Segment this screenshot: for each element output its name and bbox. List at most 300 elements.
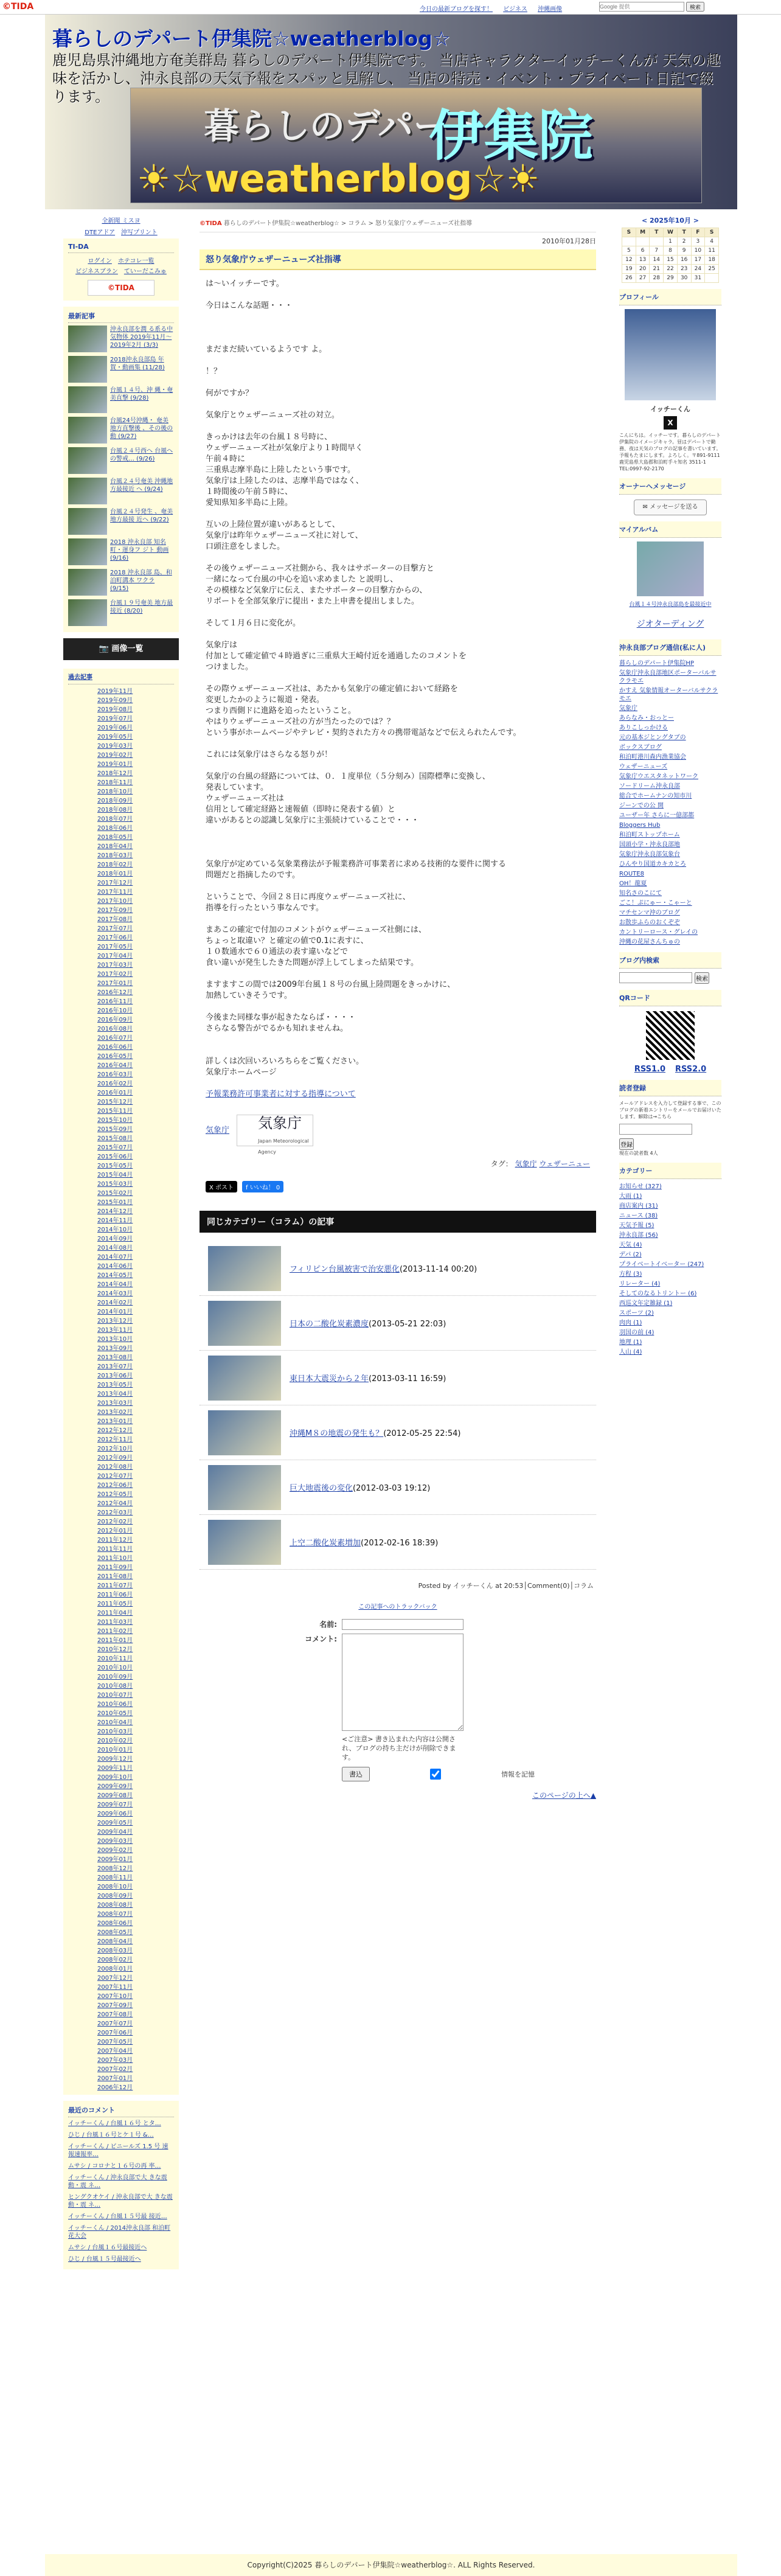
archive-link[interactable]: 2017年08月 xyxy=(97,916,133,923)
link-tida-community[interactable]: ていーだこみゅ xyxy=(123,268,167,275)
geotagging-link[interactable]: ジオターディング xyxy=(636,619,704,629)
archive-link[interactable]: 2015年08月 xyxy=(97,1135,133,1142)
link-news[interactable]: 全新聞 ミスヨ xyxy=(102,218,141,225)
archive-link[interactable]: 2018年11月 xyxy=(97,779,133,786)
archive-link[interactable]: 2007年02月 xyxy=(97,2066,133,2073)
archive-link[interactable]: 2007年01月 xyxy=(97,2075,133,2082)
calendar-day[interactable] xyxy=(636,237,650,246)
recent-comment[interactable]: イッチーくん / 2014沖永良部 和泊町花大会 xyxy=(68,2225,171,2240)
link-login[interactable]: ログイン xyxy=(88,258,112,265)
latest-article-title[interactable]: 台風２４号奄美 沖縄地方最接近 へ (9/24) xyxy=(110,478,173,493)
archive-link[interactable]: 2016年08月 xyxy=(97,1026,133,1032)
link-hotcolle[interactable]: ホテコレ一覧 xyxy=(117,258,154,265)
blog-search-button[interactable]: 検索 xyxy=(695,972,709,984)
archive-link[interactable]: 2014年05月 xyxy=(97,1272,133,1279)
archive-link[interactable]: 2018年02月 xyxy=(97,862,133,868)
archive-link[interactable]: 2014年08月 xyxy=(97,1245,133,1251)
profile-image[interactable] xyxy=(625,309,716,400)
archive-link[interactable]: 2010年01月 xyxy=(97,1747,133,1753)
archive-link[interactable]: 2011年10月 xyxy=(97,1555,133,1562)
archive-link[interactable]: 2019年08月 xyxy=(97,706,133,713)
archive-link[interactable]: 2017年03月 xyxy=(97,962,133,969)
recent-comment[interactable]: イッチーくん / 沖永良部で大 きな震動・震 ネ… xyxy=(68,2174,167,2189)
archive-link[interactable]: 2014年07月 xyxy=(97,1254,133,1261)
archive-link[interactable]: 2013年05月 xyxy=(97,1382,133,1388)
archive-link[interactable]: 2013年02月 xyxy=(97,1409,133,1416)
archive-link[interactable]: 2008年10月 xyxy=(97,1884,133,1890)
archive-link[interactable]: 2009年01月 xyxy=(97,1856,133,1863)
archive-link[interactable]: 2010年03月 xyxy=(97,1728,133,1735)
archive-link[interactable]: 2018年08月 xyxy=(97,807,133,813)
calendar-day[interactable]: 24 xyxy=(691,265,705,274)
calendar-day[interactable]: 6 xyxy=(636,246,650,256)
blog-link[interactable]: ウェザーニューズ xyxy=(619,764,668,770)
archive-link[interactable]: 2008年03月 xyxy=(97,1948,133,1954)
latest-article[interactable] xyxy=(68,386,174,413)
archive-link[interactable]: 2011年08月 xyxy=(97,1573,133,1580)
archive-link[interactable]: 2015年10月 xyxy=(97,1117,133,1124)
archive-link[interactable]: 2010年05月 xyxy=(97,1710,133,1717)
archive-link[interactable]: 2015年02月 xyxy=(97,1190,133,1197)
blog-link[interactable]: 和泊町ストップホーム xyxy=(619,832,680,838)
category-link[interactable]: 大雨 (1) xyxy=(619,1193,642,1200)
calendar-day[interactable]: 28 xyxy=(650,274,664,283)
category-link[interactable]: スポーツ (2) xyxy=(619,1310,654,1317)
link-business-plan[interactable]: ビジネスブラン xyxy=(75,268,118,275)
latest-article[interactable] xyxy=(68,478,174,504)
archive-link[interactable]: 2016年09月 xyxy=(97,1017,133,1023)
archive-link[interactable]: 2018年09月 xyxy=(97,798,133,804)
archive-link[interactable]: 2012年04月 xyxy=(97,1500,133,1507)
archive-link[interactable]: 2013年12月 xyxy=(97,1318,133,1325)
reader-email-input[interactable] xyxy=(619,1124,692,1135)
rss1-link[interactable]: RSS1.0 xyxy=(634,1065,665,1074)
latest-article-thumb[interactable] xyxy=(68,325,107,352)
crumb-logo[interactable]: ©TIDA xyxy=(200,220,222,227)
calendar-day[interactable] xyxy=(622,237,636,246)
calendar-day[interactable]: 14 xyxy=(650,256,664,265)
recent-comment[interactable]: ひじ / 台風１６号とケ１号 &… xyxy=(68,2132,154,2139)
latest-article-title[interactable]: 台風１９号奄美 地方最接近 (8/20) xyxy=(110,600,173,614)
archive-link[interactable]: 2010年12月 xyxy=(97,1646,133,1653)
calendar-day[interactable]: 29 xyxy=(664,274,678,283)
latest-article-thumb[interactable] xyxy=(68,386,107,413)
archive-link[interactable]: 2018年04月 xyxy=(97,843,133,850)
blog-link[interactable]: お散歩ふらのおくぞぞ xyxy=(619,919,680,926)
archive-link[interactable]: 2015年01月 xyxy=(97,1199,133,1206)
category-link[interactable]: 天気 (4) xyxy=(619,1242,642,1248)
calendar-day[interactable]: 25 xyxy=(705,265,719,274)
blog-link[interactable]: 和泊町港川森内漁業協会 xyxy=(619,754,686,761)
blog-link[interactable]: OH！龍夏 xyxy=(619,880,647,887)
archive-link[interactable]: 2014年01月 xyxy=(97,1309,133,1315)
calendar-day[interactable]: 22 xyxy=(664,265,678,274)
category-link[interactable]: デパ (2) xyxy=(619,1251,642,1258)
calendar-day[interactable]: 23 xyxy=(677,265,691,274)
archive-link[interactable]: 2006年12月 xyxy=(97,2084,133,2091)
category-link[interactable]: 肉肉 (1) xyxy=(619,1320,642,1326)
category-link[interactable]: そしてのなるトリントー (6) xyxy=(619,1290,697,1297)
blog-link[interactable]: 国頭小学・沖永良部地 xyxy=(619,841,680,848)
archive-link[interactable]: 2018年03月 xyxy=(97,852,133,859)
archive-link[interactable]: 2016年05月 xyxy=(97,1053,133,1060)
latest-article-thumb[interactable] xyxy=(68,599,107,626)
archive-link[interactable]: 2009年11月 xyxy=(97,1765,133,1772)
latest-article[interactable] xyxy=(68,508,174,535)
blog-search-input[interactable] xyxy=(619,972,692,983)
blog-link[interactable]: ユーザー年 さらに一億部都 xyxy=(619,812,695,819)
recent-comment[interactable]: ひじ / 台風１５号最接近へ xyxy=(68,2256,141,2263)
calendar-day[interactable]: 2 xyxy=(677,237,691,246)
submit-button[interactable]: 書込 xyxy=(342,1767,370,1781)
trackback-link[interactable]: この記事へのトラックバック xyxy=(358,1604,437,1610)
calendar-day[interactable]: 10 xyxy=(691,246,705,256)
archive-link[interactable]: 2014年10月 xyxy=(97,1227,133,1233)
archive-link[interactable]: 2016年03月 xyxy=(97,1071,133,1078)
jma-link[interactable]: 気象庁 xyxy=(206,1126,230,1135)
recent-comment[interactable]: ヒングクオケイ / 沖永良部で大 きな震動・震 ネ… xyxy=(68,2194,173,2209)
calendar-title[interactable]: < 2025年10月 > xyxy=(641,217,699,225)
recent-comment[interactable]: イッチーくん / 台風１５号最 接近… xyxy=(68,2213,167,2220)
category-link[interactable]: ニュース (38) xyxy=(619,1213,658,1219)
archive-link[interactable]: 2008年01月 xyxy=(97,1966,133,1972)
archive-link[interactable]: 2011年12月 xyxy=(97,1537,133,1544)
archive-link[interactable]: 2015年06月 xyxy=(97,1154,133,1160)
blog-link[interactable]: ボックスブログ xyxy=(619,744,662,751)
blog-link[interactable]: ごこ！ぷにゅー・こゃーと xyxy=(619,900,692,907)
archive-link[interactable]: 2008年04月 xyxy=(97,1938,133,1945)
archive-link[interactable]: 2018年05月 xyxy=(97,834,133,841)
jma-logo[interactable] xyxy=(237,1115,313,1155)
archive-link[interactable]: 2009年04月 xyxy=(97,1829,133,1836)
archive-link[interactable]: 2015年03月 xyxy=(97,1181,133,1188)
archive-link[interactable]: 2016年04月 xyxy=(97,1062,133,1069)
archive-link[interactable]: 2009年05月 xyxy=(97,1820,133,1826)
calendar-day[interactable]: 4 xyxy=(705,237,719,246)
archive-link[interactable]: 2019年05月 xyxy=(97,734,133,740)
archive-link[interactable]: 2009年07月 xyxy=(97,1801,133,1808)
archive-link[interactable]: 2013年08月 xyxy=(97,1354,133,1361)
archive-link[interactable]: 2016年02月 xyxy=(97,1081,133,1087)
archive-link[interactable]: 2009年12月 xyxy=(97,1756,133,1763)
profile-name[interactable]: イッチーくん xyxy=(650,405,690,413)
archive-link[interactable]: 2019年11月 xyxy=(97,688,133,695)
top-link-okinawa[interactable]: 沖縄画像 xyxy=(538,6,563,13)
archive-link[interactable]: 2013年03月 xyxy=(97,1400,133,1407)
archive-link[interactable]: 2008年12月 xyxy=(97,1865,133,1872)
latest-article[interactable] xyxy=(68,538,174,565)
archive-link[interactable]: 2019年02月 xyxy=(97,752,133,759)
archive-link[interactable]: 2012年01月 xyxy=(97,1528,133,1534)
archive-link[interactable]: 2011年04月 xyxy=(97,1610,133,1617)
crumb-path[interactable]: 暮らしのデパート伊集院☆weatherblog☆ > コラム > 怒り気象庁ウェザーニューズ社指導 xyxy=(223,220,473,227)
latest-article-title[interactable]: 台風１４号、沖 縄・奄美直撃 (9/28) xyxy=(110,387,173,402)
category-link[interactable]: 地理 (1) xyxy=(619,1339,642,1346)
archive-link[interactable]: 2007年03月 xyxy=(97,2057,133,2064)
calendar-day[interactable]: 31 xyxy=(691,274,705,283)
latest-article-thumb[interactable] xyxy=(68,356,107,383)
archive-link[interactable]: 2013年06月 xyxy=(97,1373,133,1379)
latest-article-thumb[interactable] xyxy=(68,508,107,535)
archive-link[interactable]: 2011年02月 xyxy=(97,1628,133,1635)
archive-link[interactable]: 2011年03月 xyxy=(97,1619,133,1626)
calendar-day[interactable]: 27 xyxy=(636,274,650,283)
x-icon[interactable]: X xyxy=(664,416,677,430)
archive-link[interactable]: 2010年11月 xyxy=(97,1655,133,1662)
calendar-day[interactable] xyxy=(705,274,719,283)
archive-link[interactable]: 2009年02月 xyxy=(97,1847,133,1854)
archive-link[interactable]: 2009年09月 xyxy=(97,1783,133,1790)
archive-link[interactable]: 2018年06月 xyxy=(97,825,133,832)
archive-link[interactable]: 2013年01月 xyxy=(97,1418,133,1425)
archive-link[interactable]: 2012年02月 xyxy=(97,1519,133,1525)
calendar-day[interactable]: 18 xyxy=(705,256,719,265)
archive-link[interactable]: 2008年11月 xyxy=(97,1875,133,1881)
blog-link[interactable]: ひんやり国道カキカとろ xyxy=(619,861,686,868)
archive-link[interactable]: 2012年07月 xyxy=(97,1473,133,1480)
archive-link[interactable]: 2011年09月 xyxy=(97,1564,133,1571)
calendar-day[interactable]: 16 xyxy=(677,256,691,265)
archive-link[interactable]: 2018年07月 xyxy=(97,816,133,823)
archive-link[interactable]: 2016年06月 xyxy=(97,1044,133,1051)
archive-link[interactable]: 2008年06月 xyxy=(97,1920,133,1927)
archive-link[interactable]: 2009年06月 xyxy=(97,1811,133,1817)
top-link-latest[interactable]: 今日の最新ブログを探す！ xyxy=(420,6,493,13)
tida-logo[interactable]: ©TIDA xyxy=(2,2,34,12)
recent-comment[interactable]: ムサシ / コロナと１６号の再 率… xyxy=(68,2163,161,2170)
recent-comment[interactable]: イッチーくん / 台風１６号 とタ… xyxy=(68,2120,161,2127)
archive-link[interactable]: 2008年05月 xyxy=(97,1929,133,1936)
latest-article-title[interactable]: 2018沖永良部島 年賀・動画集 (11/28) xyxy=(110,357,165,371)
x-post-button[interactable]: X ポスト xyxy=(206,1181,237,1192)
archive-link[interactable]: 2017年04月 xyxy=(97,953,133,959)
google-search-input[interactable] xyxy=(599,2,684,12)
calendar-day[interactable]: 9 xyxy=(677,246,691,256)
archive-link[interactable]: 2017年09月 xyxy=(97,907,133,914)
archive-link[interactable]: 2011年11月 xyxy=(97,1546,133,1553)
related-article-thumb[interactable] xyxy=(208,1410,281,1455)
category-link[interactable]: プライベートイべーター (247) xyxy=(619,1261,704,1268)
archive-link[interactable]: 2014年02月 xyxy=(97,1300,133,1306)
tida-badge[interactable]: ©TIDA xyxy=(88,280,154,296)
archive-link[interactable]: 2014年12月 xyxy=(97,1208,133,1215)
latest-article-title[interactable]: 台風24号沖縄・ 奄美地方直撃後 、その後の動 (9/27) xyxy=(110,417,173,440)
archive-link[interactable]: 2007年10月 xyxy=(97,1993,133,2000)
archive-link[interactable]: 2014年06月 xyxy=(97,1263,133,1270)
latest-article[interactable] xyxy=(68,447,174,474)
category-link[interactable]: 商店案内 (31) xyxy=(619,1203,658,1210)
jma-guidance-link[interactable]: 予報業務許可事業者に対する指導について xyxy=(206,1090,356,1099)
archive-link[interactable]: 2010年04月 xyxy=(97,1719,133,1726)
latest-article[interactable] xyxy=(68,325,174,352)
link-print[interactable]: 沖写プリント xyxy=(121,229,158,236)
archive-link[interactable]: 2017年06月 xyxy=(97,935,133,941)
blog-title[interactable]: 暮らしのデパート伊集院☆weatherblog☆ xyxy=(52,27,451,50)
latest-article-thumb[interactable] xyxy=(68,417,107,444)
archive-link[interactable]: 2018年01月 xyxy=(97,871,133,877)
archive-link[interactable]: 2018年12月 xyxy=(97,770,133,777)
archive-link[interactable]: 2015年12月 xyxy=(97,1099,133,1105)
archive-link[interactable]: 2011年07月 xyxy=(97,1582,133,1589)
related-article-title[interactable]: 東日本大震災から２年 xyxy=(290,1374,369,1384)
latest-article-title[interactable]: 2018 沖永良部 知名町・運身フ ジト 動画 (9/16) xyxy=(110,539,169,562)
archive-link[interactable]: 2015年04月 xyxy=(97,1172,133,1178)
calendar-day[interactable]: 30 xyxy=(677,274,691,283)
archive-link[interactable]: 2009年03月 xyxy=(97,1838,133,1845)
blog-link[interactable]: 気象庁 xyxy=(619,705,637,712)
related-article-thumb[interactable] xyxy=(208,1520,281,1565)
archive-link[interactable]: 2012年06月 xyxy=(97,1482,133,1489)
remember-checkbox[interactable] xyxy=(375,1769,496,1780)
blog-link[interactable]: かすえ 気象情報オーターバルサクラモエ xyxy=(619,688,718,702)
latest-article-thumb[interactable] xyxy=(68,447,107,474)
archive-link[interactable]: 2008年08月 xyxy=(97,1902,133,1909)
archive-link[interactable]: 2017年12月 xyxy=(97,880,133,886)
archive-link[interactable]: 2017年02月 xyxy=(97,971,133,978)
latest-article[interactable] xyxy=(68,356,174,383)
latest-article-thumb[interactable] xyxy=(68,538,107,565)
archive-link[interactable]: 2014年04月 xyxy=(97,1281,133,1288)
archive-link[interactable]: 2018年10月 xyxy=(97,788,133,795)
recent-comment[interactable]: イッチーくん / ビニールズ 1.5 号 速報速報率… xyxy=(68,2143,168,2158)
blog-link[interactable]: あらなみ・おっとー xyxy=(619,715,674,722)
archive-link[interactable]: 2012年12月 xyxy=(97,1427,133,1434)
latest-article-title[interactable]: 2018 沖永良部 島、和泊町溝本 ワクラ (9/15) xyxy=(110,569,172,592)
archive-link[interactable]: 2007年06月 xyxy=(97,2030,133,2036)
category-link[interactable]: 西巡文年定雑録 (1) xyxy=(619,1300,673,1307)
calendar-day[interactable]: 5 xyxy=(622,246,636,256)
archive-link[interactable]: 2007年04月 xyxy=(97,2048,133,2055)
archive-link[interactable]: 2009年08月 xyxy=(97,1792,133,1799)
back-to-top-link[interactable]: このページの上へ▲ xyxy=(532,1791,596,1800)
google-search-button[interactable]: 検索 xyxy=(686,2,704,12)
archive-link[interactable]: 2019年03月 xyxy=(97,743,133,750)
archive-link[interactable]: 2013年04月 xyxy=(97,1391,133,1398)
blog-link[interactable]: カントリーロース・グレイの xyxy=(619,929,698,936)
archive-link[interactable]: 2011年06月 xyxy=(97,1592,133,1598)
related-article-title[interactable]: 日本の二酸化炭素濃度 xyxy=(290,1320,369,1329)
category-link[interactable]: 方程 (3) xyxy=(619,1271,642,1278)
archive-link[interactable]: 2016年10月 xyxy=(97,1008,133,1014)
archive-link[interactable]: 2013年07月 xyxy=(97,1363,133,1370)
archive-link[interactable]: 2007年11月 xyxy=(97,1984,133,1991)
archive-link[interactable]: 2012年05月 xyxy=(97,1491,133,1498)
calendar-day[interactable]: 7 xyxy=(650,246,664,256)
archive-link[interactable]: 2012年11月 xyxy=(97,1436,133,1443)
archive-link[interactable]: 2012年03月 xyxy=(97,1509,133,1516)
latest-article[interactable] xyxy=(68,569,174,596)
archive-link[interactable]: 2007年07月 xyxy=(97,2021,133,2027)
archive-link[interactable]: 2015年07月 xyxy=(97,1144,133,1151)
blog-link[interactable]: 気象庁沖永良部地区ポーターバルサクラモエ xyxy=(619,670,717,684)
category-link[interactable]: リレーター (4) xyxy=(619,1281,661,1287)
archive-link[interactable]: 2007年12月 xyxy=(97,1975,133,1982)
archive-link[interactable]: 2007年08月 xyxy=(97,2011,133,2018)
related-article-thumb[interactable] xyxy=(208,1356,281,1401)
archive-link[interactable]: 2010年02月 xyxy=(97,1738,133,1744)
calendar-day[interactable]: 15 xyxy=(664,256,678,265)
post-title[interactable]: 怒り気象庁ウェザーニューズ社指導 xyxy=(200,249,596,270)
latest-article[interactable] xyxy=(68,599,174,626)
related-article-title[interactable]: 沖縄M８の地震の発生も？ xyxy=(290,1429,384,1438)
blog-link[interactable]: ありこしっかける xyxy=(619,725,668,731)
blog-link[interactable]: 気象庁沖永良部気象台 xyxy=(619,851,680,858)
archive-link[interactable]: 2013年09月 xyxy=(97,1345,133,1352)
archive-link[interactable]: 2017年07月 xyxy=(97,925,133,932)
blog-link[interactable]: 暮らしのデパート伊集院HP xyxy=(619,660,694,667)
archive-link[interactable]: 2012年10月 xyxy=(97,1446,133,1452)
related-article-title[interactable]: 上空二酸化炭素増加 xyxy=(290,1539,361,1548)
calendar-day[interactable]: 19 xyxy=(622,265,636,274)
latest-article[interactable] xyxy=(68,417,174,444)
calendar-day[interactable]: 3 xyxy=(691,237,705,246)
archive-link[interactable]: 2019年07月 xyxy=(97,715,133,722)
blog-link[interactable]: Bloggers Hub xyxy=(619,822,661,829)
archive-link[interactable]: 2017年05月 xyxy=(97,944,133,950)
archive-link[interactable]: 2017年10月 xyxy=(97,898,133,905)
calendar-day[interactable]: 8 xyxy=(664,246,678,256)
top-link-business[interactable]: ビジネス xyxy=(503,6,527,13)
archive-link[interactable]: 2008年02月 xyxy=(97,1957,133,1963)
latest-article-title[interactable]: 台風２４号発生 、奄美地方最接 近へ (9/22) xyxy=(110,509,173,523)
archive-link[interactable]: 2013年10月 xyxy=(97,1336,133,1343)
archive-link[interactable]: 2008年09月 xyxy=(97,1893,133,1899)
archive-link[interactable]: 2019年09月 xyxy=(97,697,133,704)
blog-link[interactable]: 気象庁ウエスタネットワーク xyxy=(619,773,698,780)
blog-link[interactable]: ROUTE8 xyxy=(619,871,644,877)
related-article-title[interactable]: 巨大地震後の変化 xyxy=(290,1484,353,1493)
archive-link[interactable]: 2014年09月 xyxy=(97,1236,133,1242)
tag-jma[interactable]: 気象庁 xyxy=(515,1160,537,1168)
image-list-button[interactable]: 📷 画像一覧 xyxy=(63,638,179,660)
tag-weathernews[interactable]: ウェザーニュー xyxy=(539,1160,590,1168)
related-article-title[interactable]: フィリピン台風被害で治安悪化 xyxy=(290,1265,400,1274)
archive-link[interactable]: 2007年05月 xyxy=(97,2039,133,2045)
comment-textarea[interactable] xyxy=(342,1634,463,1731)
archive-link[interactable]: 2017年11月 xyxy=(97,889,133,896)
blog-link[interactable]: 沖縄の花屋さんちゅの xyxy=(619,939,680,945)
archive-link[interactable]: 2011年05月 xyxy=(97,1601,133,1607)
archive-link[interactable]: 2019年01月 xyxy=(97,761,133,768)
calendar-day[interactable]: 26 xyxy=(622,274,636,283)
blog-link[interactable]: 元の基本ジとングタブの xyxy=(619,734,686,741)
latest-article-title[interactable]: 沖永良部を潤 る系る中気物体 2019年11月～ 2019年2月 (3/3) xyxy=(110,326,173,349)
blog-link[interactable]: ソードリーム沖永良部 xyxy=(619,783,680,790)
archive-link[interactable]: 2010年06月 xyxy=(97,1701,133,1708)
send-message-button[interactable]: ✉ メッセージを送る xyxy=(634,500,707,515)
category-link[interactable]: お知らせ (327) xyxy=(619,1183,662,1190)
recent-comment[interactable]: ムサシ / 台風１６号最接近へ xyxy=(68,2244,147,2251)
calendar-day[interactable]: 17 xyxy=(691,256,705,265)
archive-link[interactable]: 2016年01月 xyxy=(97,1090,133,1096)
blog-link[interactable]: 総合でホームナンの知市川 xyxy=(619,793,692,799)
calendar-day[interactable]: 21 xyxy=(650,265,664,274)
archive-link[interactable]: 2012年08月 xyxy=(97,1464,133,1471)
archive-link[interactable]: 2010年07月 xyxy=(97,1692,133,1699)
category-link[interactable]: 羽国の前 (4) xyxy=(619,1329,654,1336)
calendar-day[interactable] xyxy=(650,237,664,246)
archive-link[interactable]: 2015年05月 xyxy=(97,1163,133,1169)
rss2-link[interactable]: RSS2.0 xyxy=(675,1065,707,1074)
latest-article-thumb[interactable] xyxy=(68,569,107,596)
archive-link[interactable]: 2010年08月 xyxy=(97,1683,133,1690)
category-link[interactable]: 人山 (4) xyxy=(619,1349,642,1356)
archive-link[interactable]: 2014年03月 xyxy=(97,1290,133,1297)
archive-link[interactable]: 2017年01月 xyxy=(97,980,133,987)
related-article-thumb[interactable] xyxy=(208,1301,281,1346)
calendar-day[interactable]: 20 xyxy=(636,265,650,274)
related-article-thumb[interactable] xyxy=(208,1465,281,1510)
